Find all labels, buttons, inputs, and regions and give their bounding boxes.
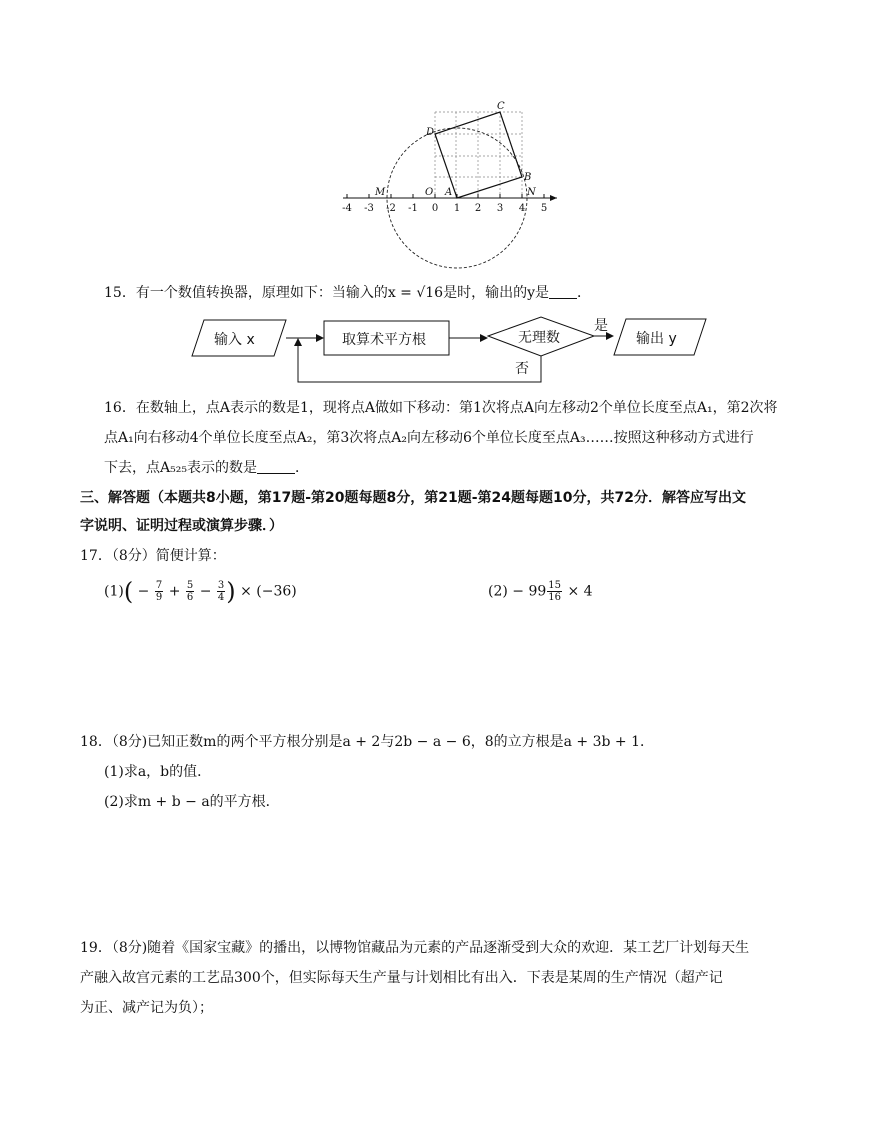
label-b: B [524, 172, 532, 183]
fraction: $\frac{3}{4}$ [217, 580, 225, 603]
q16-line1: 16．在数轴上，点A表示的数是1，现将点A做如下移动：第1次将点A向左移动2个单位长度至点A₁，第2次将 [104, 400, 778, 416]
tick-label: -2 [386, 203, 396, 214]
q19-line3: 为正、减产记为负）； [80, 1000, 213, 1016]
q15-text: 15．有一个数值转换器，原理如下：当输入的x = √16是时，输出的y是 ． [104, 285, 592, 301]
fraction: $\frac{7}{9}$ [155, 580, 163, 603]
answer-blank [549, 284, 577, 299]
flow-yes-label: 是 [594, 318, 608, 334]
flow-output-label: 输出 y [636, 331, 677, 347]
section-heading: 三、解答题（本题共8小题，第17题-第20题每题8分，第21题-第24题每题10分，共72分．解答应写出文 [80, 490, 746, 506]
tick-label: -1 [408, 203, 418, 214]
square-abcd [435, 112, 522, 198]
fraction: $\frac{15}{16}$ [548, 580, 562, 603]
q19-line1: 19．（8分)随着《国家宝藏》的播出，以博物馆藏品为元素的产品逐渐受到大众的欢迎．某工艺厂计划每天生 [80, 940, 750, 956]
tick-label: -3 [364, 203, 374, 214]
flow-input-label: 输入 x [214, 332, 255, 348]
geometry-figure [335, 100, 565, 275]
q19-line2: 产融入故宫元素的工艺品300个，但实际每天生产量与计划相比有出入．下表是某周的生产情况（超产记 [80, 970, 723, 986]
q18-part2: (2)求m + b − a的平方根． [104, 794, 280, 810]
label-m: M [375, 187, 386, 198]
q16-line2: 点A₁向右移动4个单位长度至点A₂，第3次将点A₂向左移动6个单位长度至点A₃……按照这种移动方式进行 [104, 430, 754, 446]
tick-label: 2 [474, 203, 482, 214]
label-o: O [425, 187, 434, 198]
answer-blank [257, 459, 295, 474]
tick-label: 3 [496, 203, 504, 214]
q18-header: 18．（8分)已知正数m的两个平方根分别是a + 2与2b − a − 6，8的立方根是a + 3b + 1． [80, 734, 655, 750]
q15-expr: x = √16 [387, 285, 444, 301]
label-c: C [497, 101, 505, 112]
q17-part1: (1)( − $\frac{7}{9}$ + $\frac{5}{6}$ − $\frac{3}{4}$ ) × (−36) [104, 577, 297, 606]
label-d: D [426, 127, 435, 138]
q16-line3: 下去，点A₅₂₅表示的数是 ． [104, 460, 309, 476]
q17-header: 17．（8分）简便计算： [80, 548, 226, 564]
flow-decision-label: 无理数 [518, 330, 560, 346]
flowchart [190, 312, 710, 384]
tick-label: 5 [540, 203, 548, 214]
label-a: A [445, 187, 453, 198]
section-heading-cont: 字说明、证明过程或演算步骤．） [80, 518, 283, 534]
flow-no-label: 否 [515, 361, 529, 377]
q18-part1: (1)求a，b的值． [104, 764, 212, 780]
tick-label: 0 [431, 203, 439, 214]
tick-label: 4 [518, 203, 526, 214]
flow-process-label: 取算术平方根 [342, 332, 426, 348]
tick-label: 1 [453, 203, 461, 214]
label-n: N [527, 187, 536, 198]
q17-part2: (2) − 99 $\frac{15}{16}$ × 4 [488, 580, 593, 603]
tick-label: -4 [342, 203, 352, 214]
fraction: $\frac{5}{6}$ [186, 580, 194, 603]
